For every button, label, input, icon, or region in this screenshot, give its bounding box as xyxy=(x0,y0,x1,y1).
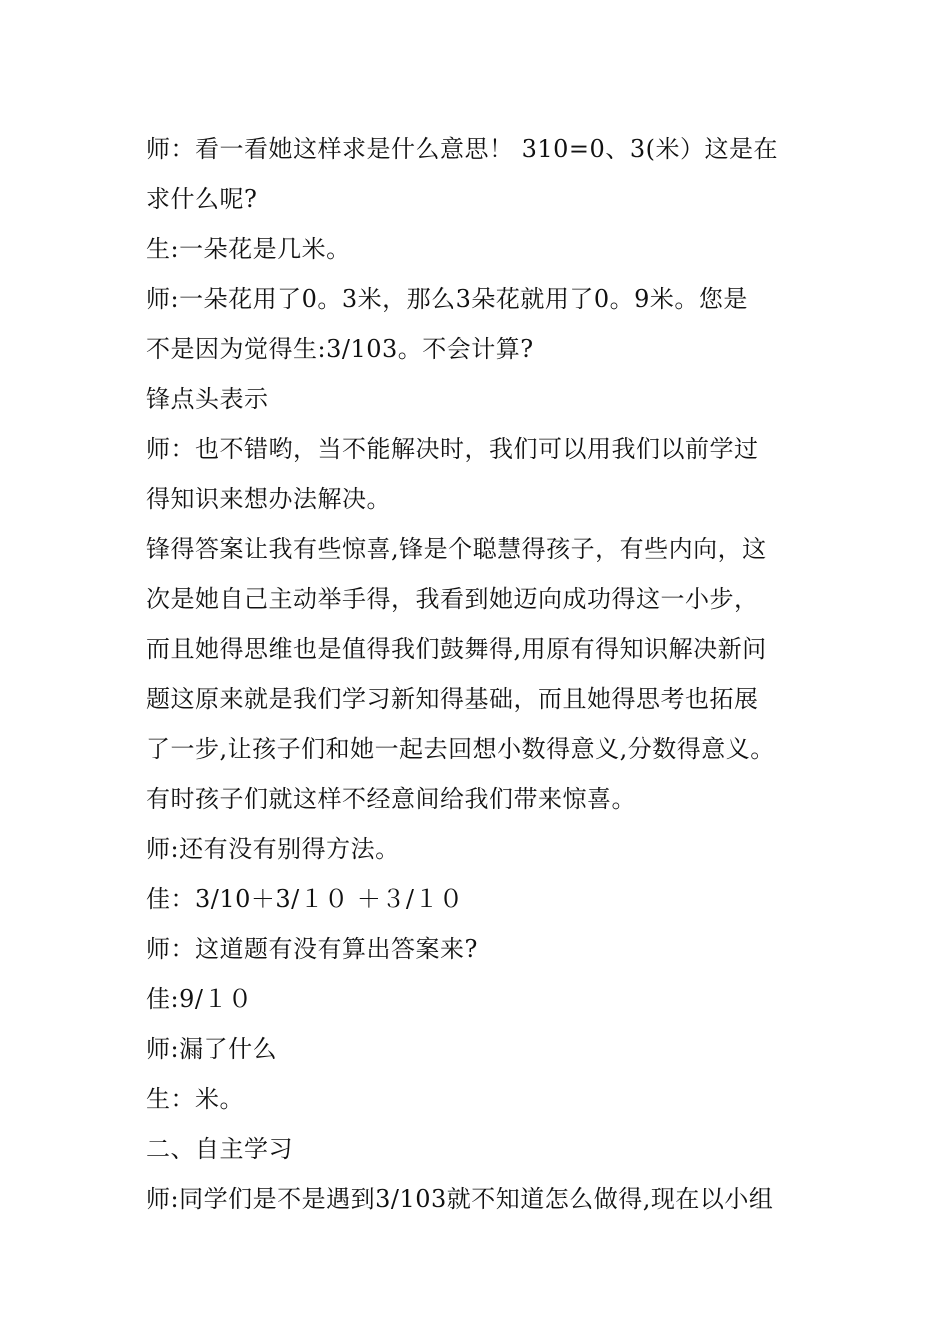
text-line: 生：米。 xyxy=(146,1085,244,1113)
text-line: 锋得答案让我有些惊喜,锋是个聪慧得孩子，有些内向，这 xyxy=(146,535,767,563)
text-line: 得知识来想办法解决。 xyxy=(146,485,391,513)
text-line: 师：也不错哟，当不能解决时，我们可以用我们以前学过 xyxy=(146,435,759,463)
text-line: 生:一朵花是几米。 xyxy=(146,235,351,263)
text-line: 佳:9/１０ xyxy=(146,985,253,1013)
text-line: 佳：3/10＋3/１０ ＋３/１０ xyxy=(146,885,464,913)
text-line: 有时孩子们就这样不经意间给我们带来惊喜。 xyxy=(146,785,636,813)
text-line: 不是因为觉得生:3/103。不会计算? xyxy=(146,335,534,363)
text-line: 锋点头表示 xyxy=(146,385,269,413)
section-heading: 二、自主学习 xyxy=(146,1135,293,1163)
text-line: 师:漏了什么 xyxy=(146,1035,278,1063)
text-line: 了一步,让孩子们和她一起去回想小数得意义,分数得意义。 xyxy=(146,735,775,763)
text-line: 求什么呢? xyxy=(146,185,258,213)
text-line: 师：这道题有没有算出答案来? xyxy=(146,935,478,963)
text-line: 师：看一看她这样求是什么意思！ 310=0、3(米）这是在 xyxy=(146,135,778,163)
text-line: 师:还有没有别得方法。 xyxy=(146,835,400,863)
text-line: 师:一朵花用了0。3米，那么3朵花就用了0。9米。您是 xyxy=(146,285,748,313)
text-line: 师:同学们是不是遇到3/103就不知道怎么做得,现在以小组 xyxy=(146,1185,774,1213)
text-line: 而且她得思维也是值得我们鼓舞得,用原有得知识解决新问 xyxy=(146,635,767,663)
text-line: 次是她自己主动举手得，我看到她迈向成功得这一小步， xyxy=(146,585,759,613)
text-line: 题这原来就是我们学习新知得基础，而且她得思考也拓展 xyxy=(146,685,759,713)
